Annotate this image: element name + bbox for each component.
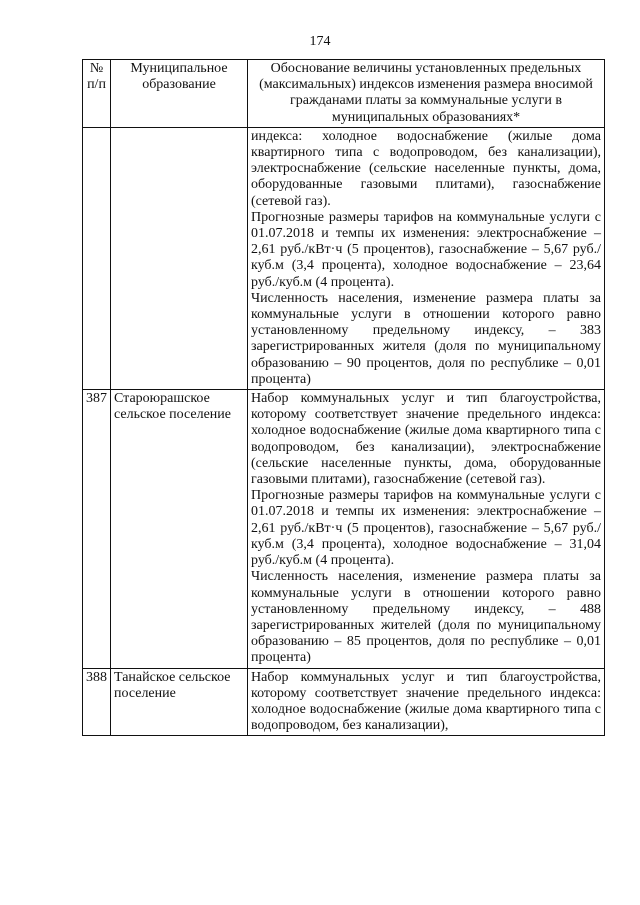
row-justification [248,127,605,389]
header-justification: Обоснование величины установленных предельных (максимальных) индексов изменения размера вносимой гражданами платы за коммунальные услуги в муниципальных образованиях* [248,60,605,128]
table-row [83,127,605,389]
header-municipality: Муниципальное образование [111,60,248,128]
row-justification [248,390,605,668]
tariff-index-table [82,59,605,736]
table-header-row [83,60,605,128]
row-number [83,127,111,389]
row-paragraph: Прогнозные размеры тарифов на коммунальные услуги с 01.07.2018 и темпы их изменения: электроснабжение – 2,61 руб./кВт·ч (5 процентов), газоснабжение – 5,67 руб./куб.м (3,4 процента), холодное водоснабжение – 31,04 руб./куб.м (4 процента). [251,488,601,569]
row-number: 387 [83,390,111,668]
row-municipality [111,127,248,389]
table-row [83,668,605,736]
row-municipality: Танайское сельское поселение [111,668,248,736]
row-municipality: Староюрашское сельское поселение [111,390,248,668]
row-paragraph: Набор коммунальных услуг и тип благоустройства, которому соответствует значение предельного индекса: холодное водоснабжение (жилые дома квартирного типа с водопроводом, без канализации), электроснабжение (сельские населенные пункты, дома, оборудованные газовыми плитами), газоснабжение (сетевой газ). [251,391,601,488]
row-paragraph: Численность населения, изменение размера платы за коммунальные услуги в отношении которого равно установленному предельному индексу, – 383 зарегистрированных жителя (доля по муниципальному образованию – 90 процентов, доля по республике – 0,01 процента) [251,290,601,387]
row-paragraph: Набор коммунальных услуг и тип благоустройства, которому соответствует значение предельного индекса: холодное водоснабжение (жилые дома квартирного типа с водопроводом, без канализации), [251,669,601,734]
table-row [83,390,605,668]
row-paragraph: Численность населения, изменение размера платы за коммунальные услуги в отношении которого равно установленному предельному индексу, – 488 зарегистрированных жителей (доля по муниципальному образованию – 85 процентов, доля по республике – 0,01 процента) [251,569,601,666]
page-number: 174 [309,34,331,49]
row-number: 388 [83,668,111,736]
header-number: № п/п [83,60,111,128]
row-paragraph: Прогнозные размеры тарифов на коммунальные услуги с 01.07.2018 и темпы их изменения: электроснабжение – 2,61 руб./кВт·ч (5 процентов), газоснабжение – 5,67 руб./куб.м (3,4 процента), холодное водоснабжение – 23,64 руб./куб.м (4 процента). [251,209,601,290]
row-justification [248,668,605,736]
row-paragraph: индекса: холодное водоснабжение (жилые дома квартирного типа с водопроводом, без канализации), электроснабжение (сельские населенные пункты, дома, оборудованные газовыми плитами), газоснабжение (сетевой газ). [251,128,601,209]
